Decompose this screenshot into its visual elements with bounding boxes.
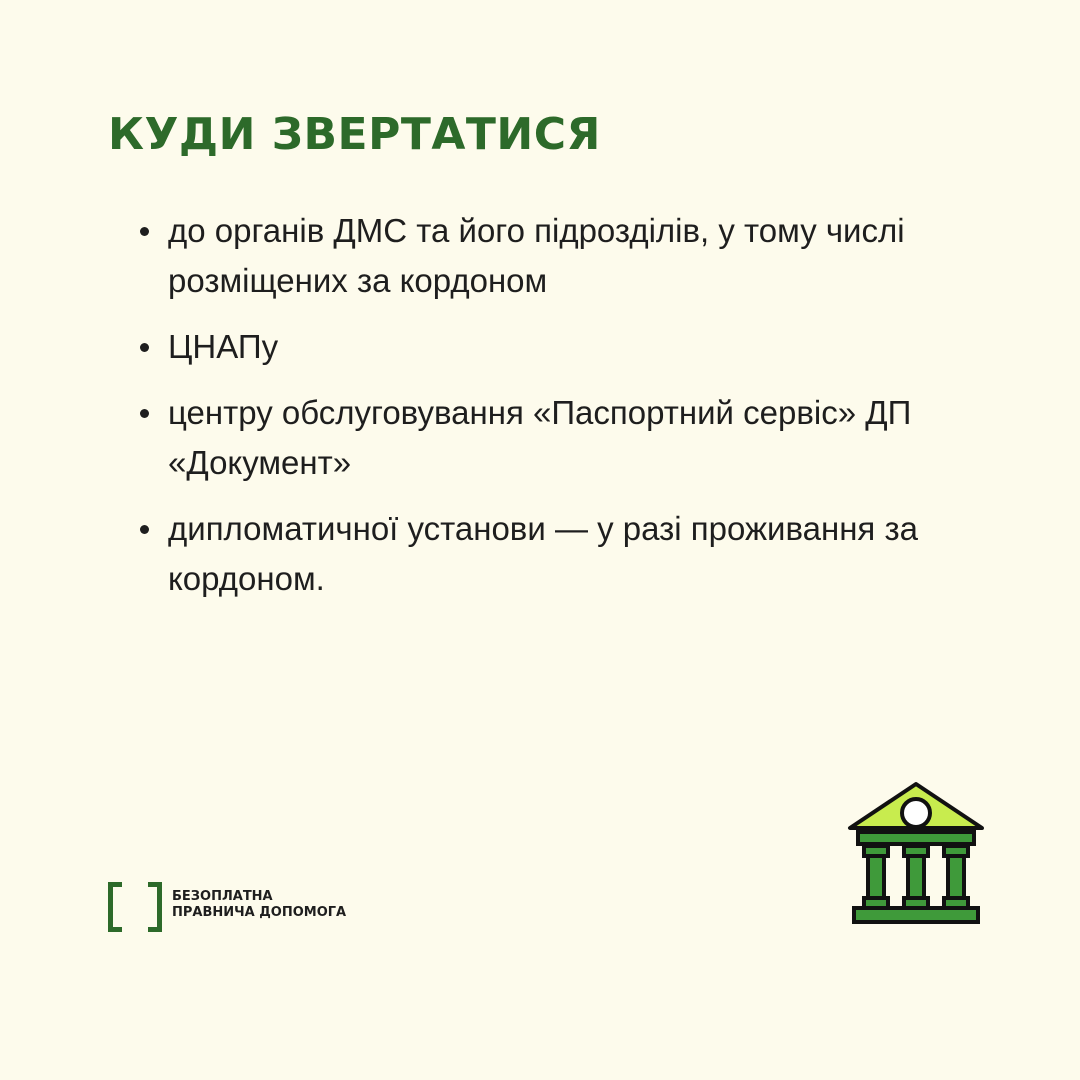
list-item [140, 504, 1000, 604]
brackets-logo-icon [108, 882, 162, 932]
bullet-dot [140, 343, 149, 352]
list-item [140, 322, 1000, 372]
list-item-text: дипломатичної установи — у разі проживання за кордоном. [168, 510, 918, 597]
bullet-dot [140, 525, 149, 534]
bullet-list [140, 206, 1000, 620]
bullet-dot [140, 227, 149, 236]
logo-text [172, 889, 346, 921]
page-title: КУДИ ЗВЕРТАТИСЯ [108, 109, 601, 160]
logo-line-1: БЕЗОПЛАТНА [172, 889, 273, 904]
logo-line-2: ПРАВНИЧА ДОПОМОГА [172, 905, 347, 920]
list-item-text: до органів ДМС та його підрозділів, у тому числі розміщених за кордоном [168, 212, 905, 299]
list-item [140, 206, 1000, 306]
list-item-text: центру обслуговування «Паспортний сервіс» ДП «Документ» [168, 394, 912, 481]
organization-logo [108, 882, 368, 932]
government-building-icon [844, 780, 989, 930]
list-item-text: ЦНАПу [168, 328, 279, 365]
list-item [140, 388, 1000, 488]
bullet-dot [140, 409, 149, 418]
